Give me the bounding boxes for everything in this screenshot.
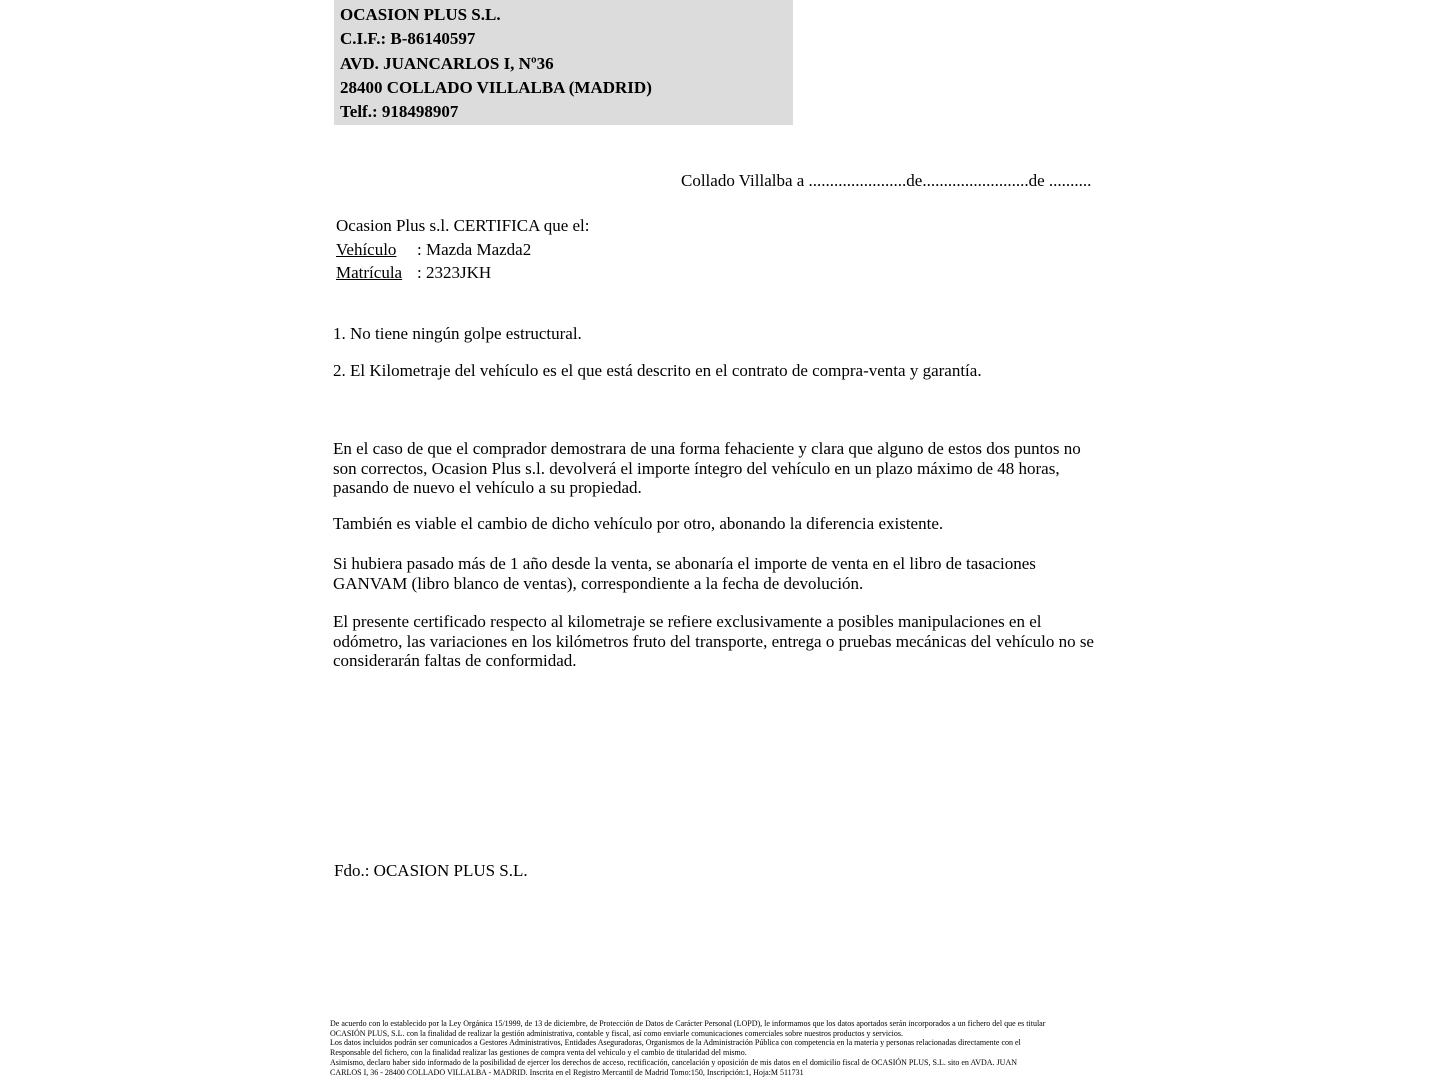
footer-line-4: Responsable del fichero, con la finalidad realizar las gestiones de compra venta del vehículo y el cambio de titularidad del mismo. <box>330 1048 747 1058</box>
company-phone: Telf.: 918498907 <box>340 102 459 122</box>
vehicle-value: : Mazda Mazda2 <box>417 239 532 259</box>
company-address: AVD. JUANCARLOS I, Nº36 <box>340 53 554 73</box>
company-city: 28400 COLLADO VILLALBA (MADRID) <box>340 77 652 97</box>
footer-line-5: Asimismo, declaro haber sido informado de la posibilidad de ejercer los derechos de acceso, rectificación, cancelación y oposición de mis datos en el domicilio fiscal de OCASIÓN PLUS, S.L. sito en AVDA. JUAN <box>330 1057 1018 1067</box>
date-line: Collado Villalba a .......................de.........................de .......... <box>681 171 1092 190</box>
point-mileage: 2. El Kilometraje del vehículo es el que está descrito en el contrato de compra-venta y garantía. <box>333 361 982 380</box>
certificate-intro: Ocasion Plus s.l. CERTIFICA que el: <box>336 216 590 235</box>
signature-line: Fdo.: OCASION PLUS S.L. <box>334 861 528 880</box>
legal-footer <box>330 1019 1430 1077</box>
company-header-box <box>334 0 793 125</box>
plate-label: Matrícula <box>336 263 403 283</box>
footer-line-2: OCASIÓN PLUS, S.L. con la finalidad de realizar la gestión administrativa, contable y fiscal, así como enviarle comunicaciones comerciales sobre nuestros productos y servicios. <box>330 1028 903 1038</box>
paragraph-ganvam-valuation: Si hubiera pasado más de 1 año desde la venta, se abonaría el importe de venta en el libro de tasaciones GANVAM (libro blanco de ventas), correspondiente a la fecha de devolución. <box>333 554 1036 593</box>
paragraph-odometer-disclaimer: El presente certificado respecto al kilometraje se refiere exclusivamente a posibles manipulaciones en el odómetro, las variaciones en los kilómetros fruto del transporte, entrega o pruebas mecánicas del vehículo no se considerarán faltas de conformidad. <box>333 612 1094 671</box>
footer-line-1: De acuerdo con lo establecido por la Ley Orgánica 15/1999, de 13 de diciembre, de Protección de Datos de Carácter Personal (LOPD), le informamos que los datos aportados serán incorporados a un fichero del que es titular <box>330 1019 1046 1028</box>
company-name: OCASION PLUS S.L. <box>340 5 501 24</box>
point-no-structural-damage: 1. No tiene ningún golpe estructural. <box>333 324 582 343</box>
paragraph-exchange-option: También es viable el cambio de dicho vehículo por otro, abonando la diferencia existente. <box>333 514 944 533</box>
vehicle-row <box>336 238 590 262</box>
vehicle-label: Vehículo <box>336 239 397 259</box>
certificate-block <box>336 214 590 285</box>
footer-line-6: CARLOS I, 36 - 28400 COLLADO VILLALBA - MADRID. Inscrita en el Registro Mercantil de Madrid Tomo:150, Inscripción:1, Hoja:M 511731 <box>330 1067 804 1077</box>
plate-value: : 2323JKH <box>417 263 492 283</box>
plate-row <box>336 261 590 285</box>
company-cif: C.I.F.: B-86140597 <box>340 29 476 49</box>
paragraph-refund-policy: En el caso de que el comprador demostrara de una forma fehaciente y clara que alguno de estos dos puntos no son correctos, Ocasion Plus s.l. devolverá el importe íntegro del vehículo en un plazo máximo de 48 horas, pasando de nuevo el vehículo a su propiedad. <box>333 439 1081 498</box>
footer-line-3: Los datos incluidos podrán ser comunicados a Gestores Administrativos, Entidades Aseguradoras, Organismos de la Administración Pública con competencia en la materia y personas relacionadas directamente con el <box>330 1038 1021 1048</box>
